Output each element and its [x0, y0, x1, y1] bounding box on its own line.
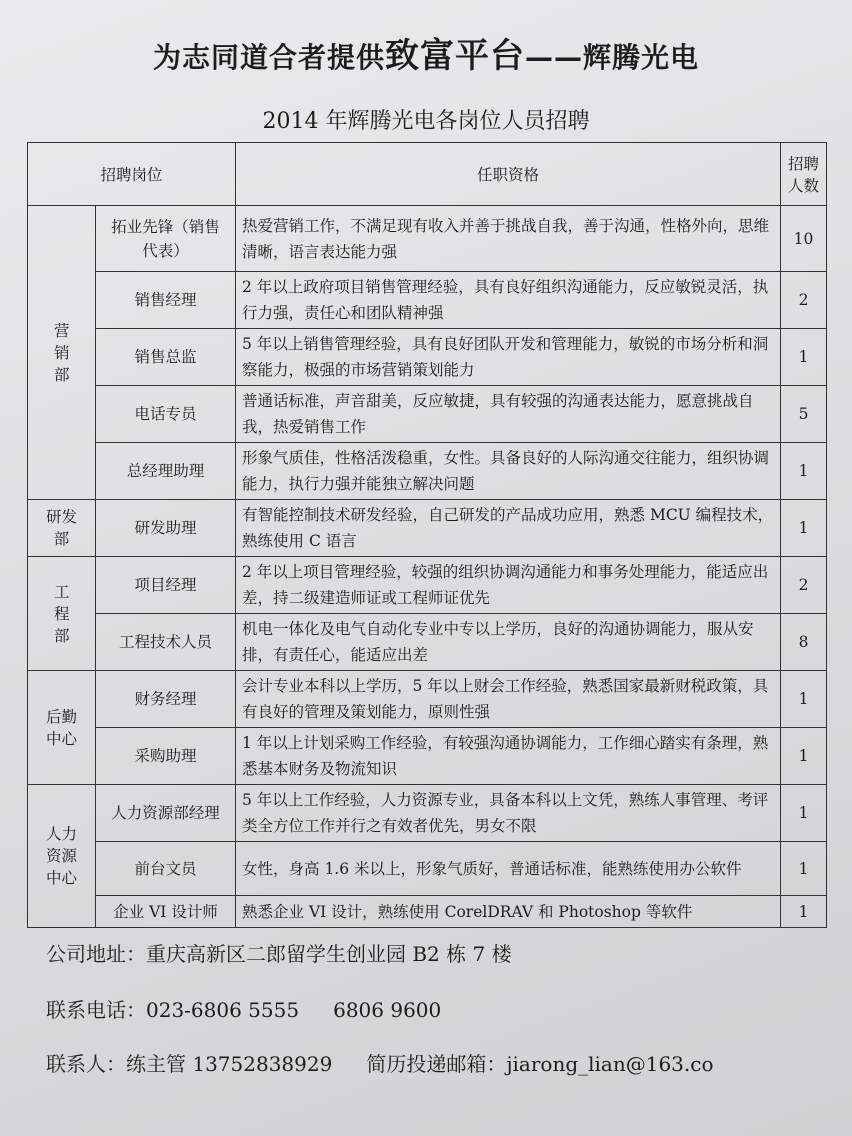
- position-cell: 项目经理: [96, 557, 236, 614]
- position-cell: 财务经理: [96, 671, 236, 728]
- table-row: [28, 614, 827, 671]
- requirements-cell: 机电一体化及电气自动化专业中专以上学历，良好的沟通协调能力，服从安排，有责任心，能适应出差: [236, 614, 781, 671]
- count-cell: 1: [781, 671, 827, 728]
- table-row: [28, 272, 827, 329]
- requirements-cell: 有智能控制技术研发经验，自己研发的产品成功应用，熟悉 MCU 编程技术，熟练使用 C 语言: [236, 500, 781, 557]
- page-headline: [0, 28, 852, 77]
- requirements-cell: 形象气质佳，性格活泼稳重，女性。具备良好的人际沟通交往能力，组织协调能力，执行力强并能独立解决问题: [236, 443, 781, 500]
- phone-line: [46, 994, 441, 1023]
- position-cell: 工程技术人员: [96, 614, 236, 671]
- count-cell: 8: [781, 614, 827, 671]
- phone-secondary: 6806 9600: [333, 998, 442, 1022]
- requirements-cell: 女性，身高 1.6 米以上，形象气质好，普通话标准，能熟练使用办公软件: [236, 842, 781, 896]
- position-cell: 采购助理: [96, 728, 236, 785]
- company-address: 公司地址：重庆高新区二郎留学生创业园 B2 栋 7 楼: [46, 942, 512, 966]
- table-row: [28, 842, 827, 896]
- requirements-cell: 2 年以上政府项目销售管理经验，具有良好组织沟通能力，反应敏锐灵活，执行力强，责任心和团队精神强: [236, 272, 781, 329]
- table-row: [28, 785, 827, 842]
- contact-person: 联系人：练主管 13752838929: [46, 1052, 333, 1076]
- count-cell: 1: [781, 896, 827, 928]
- count-cell: 2: [781, 557, 827, 614]
- table-row: [28, 443, 827, 500]
- position-cell: 销售经理: [96, 272, 236, 329]
- requirements-cell: 2 年以上项目管理经验，较强的组织协调沟通能力和事务处理能力，能适应出差，持二级建造师证或工程师证优先: [236, 557, 781, 614]
- requirements-cell: 会计专业本科以上学历，5 年以上财会工作经验，熟悉国家最新财税政策，具有良好的管理及策划能力，原则性强: [236, 671, 781, 728]
- position-cell: 拓业先锋（销售代表）: [96, 206, 236, 272]
- resume-email: 简历投递邮箱：jiarong_lian@163.co: [366, 1052, 714, 1076]
- table-row: [28, 728, 827, 785]
- requirements-cell: 1 年以上计划采购工作经验，有较强沟通协调能力，工作细心踏实有条理，熟悉基本财务及物流知识: [236, 728, 781, 785]
- count-cell: 1: [781, 785, 827, 842]
- position-cell: 销售总监: [96, 329, 236, 386]
- count-cell: 10: [781, 206, 827, 272]
- phone-primary: 联系电话：023-6806 5555: [46, 998, 300, 1022]
- page-subtitle: 2014 年辉腾光电各岗位人员招聘: [262, 109, 590, 134]
- requirements-cell: 熟悉企业 VI 设计，熟练使用 CorelDRAV 和 Photoshop 等软件: [236, 896, 781, 928]
- position-cell: 总经理助理: [96, 443, 236, 500]
- position-cell: 前台文员: [96, 842, 236, 896]
- recruitment-table: [27, 142, 827, 928]
- department-cell: 人力资源中心: [28, 785, 96, 928]
- table-row: [28, 206, 827, 272]
- department-cell: 研发部: [28, 500, 96, 557]
- header-requirements: 任职资格: [236, 143, 781, 206]
- count-cell: 2: [781, 272, 827, 329]
- headline-pre: 为志同道合者提供: [152, 41, 385, 74]
- count-cell: 1: [781, 500, 827, 557]
- count-cell: 1: [781, 443, 827, 500]
- requirements-cell: 5 年以上销售管理经验，具有良好团队开发和管理能力，敏锐的市场分析和洞察能力，极强的市场营销策划能力: [236, 329, 781, 386]
- position-cell: 研发助理: [96, 500, 236, 557]
- count-cell: 1: [781, 728, 827, 785]
- count-cell: 5: [781, 386, 827, 443]
- table-row: [28, 500, 827, 557]
- table-body: [28, 206, 827, 928]
- department-cell: 后勤中心: [28, 671, 96, 785]
- header-count: 招聘人数: [781, 143, 827, 206]
- table-row: [28, 329, 827, 386]
- headline-company: ——辉腾光电: [525, 41, 700, 74]
- header-position: 招聘岗位: [28, 143, 236, 206]
- headline-emphasis: 致富平台: [385, 36, 525, 76]
- table-row: [28, 896, 827, 928]
- position-cell: 企业 VI 设计师: [96, 896, 236, 928]
- table-header-row: [28, 143, 827, 206]
- department-cell: 工程部: [28, 557, 96, 671]
- table-row: [28, 671, 827, 728]
- table-row: [28, 557, 827, 614]
- table-row: [28, 386, 827, 443]
- requirements-cell: 普通话标准，声音甜美，反应敏捷，具有较强的沟通表达能力，愿意挑战自我，热爱销售工作: [236, 386, 781, 443]
- position-cell: 电话专员: [96, 386, 236, 443]
- requirements-cell: 5 年以上工作经验，人力资源专业，具备本科以上文凭，熟练人事管理、考评类全方位工作并行之有效者优先，男女不限: [236, 785, 781, 842]
- contact-line: [46, 1048, 714, 1077]
- count-cell: 1: [781, 329, 827, 386]
- department-cell: 营销部: [28, 206, 96, 500]
- requirements-cell: 热爱营销工作，不满足现有收入并善于挑战自我，善于沟通，性格外向，思维清晰，语言表达能力强: [236, 206, 781, 272]
- position-cell: 人力资源部经理: [96, 785, 236, 842]
- count-cell: 1: [781, 842, 827, 896]
